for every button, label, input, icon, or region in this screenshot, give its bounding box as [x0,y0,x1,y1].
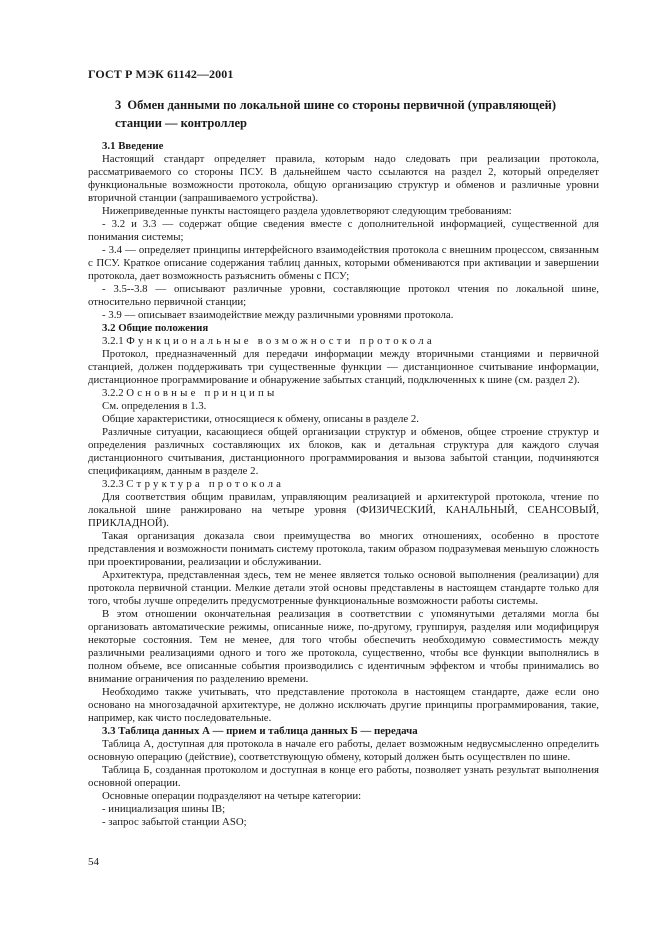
page-number: 54 [88,856,99,868]
paragraph: Архитектура, представленная здесь, тем не менее является только основой выполнения (реализации) для протокола первичной станции. Мелкие детали этой основы представлены в настоящем стандарте только для того, чтобы лучше определить предусмотренные функциональные возможности работы системы. [88,569,599,607]
list-item: - 3.4 — определяет принципы интерфейсного взаимодействия протокола с внешним процессом, связанным с ПСУ. Краткое описание содержания таблиц данных, которыми обмениваются при активации и завершении протокола, дает возможность разъяснить обмены с ПСУ; [88,244,599,282]
paragraph: Основные операции подразделяют на четыре категории: [102,790,362,802]
section-3-1-title: 3.1 Введение [102,140,164,152]
subsection-number: 3.2.3 [102,478,124,490]
paragraph: См. определения в 1.3. [102,400,207,412]
paragraph: Таблица Б, созданная протоколом и доступная в конце его работы, позволяет узнать результат выполнения основной операции. [88,764,599,789]
subsection-title: Основные принципы [126,387,278,399]
paragraph: Настоящий стандарт определяет правила, которым надо следовать при реализации протокола, рассматриваемого со стороны ПСУ. В дальнейшем часто ссылаются на раздел 2, который определяет функциональные возможности протокола, общую организацию структур и обменов и различные уровни вторичной станции (запрашиваемого устройства). [88,153,599,204]
subsection-number: 3.2.1 [102,335,124,347]
paragraph: Протокол, предназначенный для передачи информации между вторичными станциями и первичной станцией, должен поддерживать три существенные функции — дистанционное считывание информации, дистанционное программирование и обнаружение забытых станций, подключенных к шине (см. раздел 2). [88,348,599,386]
standard-header: ГОСТ Р МЭК 61142—2001 [88,67,234,81]
paragraph: Нижеприведенные пункты настоящего раздела удовлетворяют следующим требованиям: [102,205,512,217]
paragraph: Такая организация доказала свои преимущества во многих отношениях, особенно в простоте представления и возможности понимать систему протокола, таким образом подразумевая меньшую сложность при проектировании, реализации и обслуживании. [88,530,599,568]
subsection-number: 3.2.2 [102,387,124,399]
chapter-title: Обмен данными по локальной шине со стороны первичной (управляющей) станции — контроллер [115,98,556,130]
list-item: - 3.5--3.8 — описывают различные уровни, составляющие протокол чтения по локальной шине, относительно первичной станции; [88,283,599,308]
list-item: - инициализация шины IB; [102,803,226,815]
paragraph: Необходимо также учитывать, что представление протокола в настоящем стандарте, даже если оно основано на многозадачной архитектуре, не должно исключать другие принципы программирования, такие, например, как чисто последовательные. [88,686,599,724]
subsection-3-2-3-heading [88,478,599,491]
section-3-2-title: 3.2 Общие положения [102,322,209,334]
subsection-title: Функциональные возможности протокола [126,335,435,347]
paragraph: Различные ситуации, касающиеся общей организации структур и обменов, общее строение структур и определения различных составляющих их блоков, как и детальная структура для каждого случая дистанционного считывания, дистанционного программирования и вызова забытой станции, подчиняются спецификациям, данным в разделе 2. [88,426,599,477]
list-item: - 3.9 — описывает взаимодействие между различными уровнями протокола. [102,309,454,321]
paragraph: Общие характеристики, относящиеся к обмену, описаны в разделе 2. [102,413,419,425]
list-item: - запрос забытой станции ASO; [102,816,247,828]
chapter-number: 3 [115,98,122,112]
chapter-heading [115,96,588,132]
subsection-3-2-2-heading [88,387,599,400]
list-item: - 3.2 и 3.3 — содержат общие сведения вместе с дополнительной информацией, существенной для понимания системы; [88,218,599,243]
subsection-3-2-1-heading [88,335,599,348]
document-body [88,140,599,829]
paragraph: Для соответствия общим правилам, управляющим реализацией и архитектурой протокола, чтение по локальной шине ранжировано на четыре уровня (ФИЗИЧЕСКИЙ, КАНАЛЬНЫЙ, СЕАНСОВЫЙ, ПРИКЛАДНОЙ). [88,491,599,529]
paragraph: В этом отношении окончательная реализация в соответствии с упомянутыми деталями могла бы организовать автоматические режимы, описанные ниже, по-другому, группируя, разделяя или модифицируя некоторые состояния. Тем не менее, для того чтобы обеспечить необходимую совместимость между различными реализациями одного и того же протокола, существенно, чтобы все функции выполнялись в полном объеме, все описанные события производились с идентичным эффектом и чтобы принимались во внимание ограничения по разделению времени. [88,608,599,685]
subsection-title: Структура протокола [126,478,285,490]
section-3-3-title: 3.3 Таблица данных А — прием и таблица данных Б — передача [102,725,418,737]
paragraph: Таблица А, доступная для протокола в начале его работы, делает возможным недвусмысленно определить основную операцию (действие), соответствующую обмену, который должен быть осуществлен по шине. [88,738,599,763]
